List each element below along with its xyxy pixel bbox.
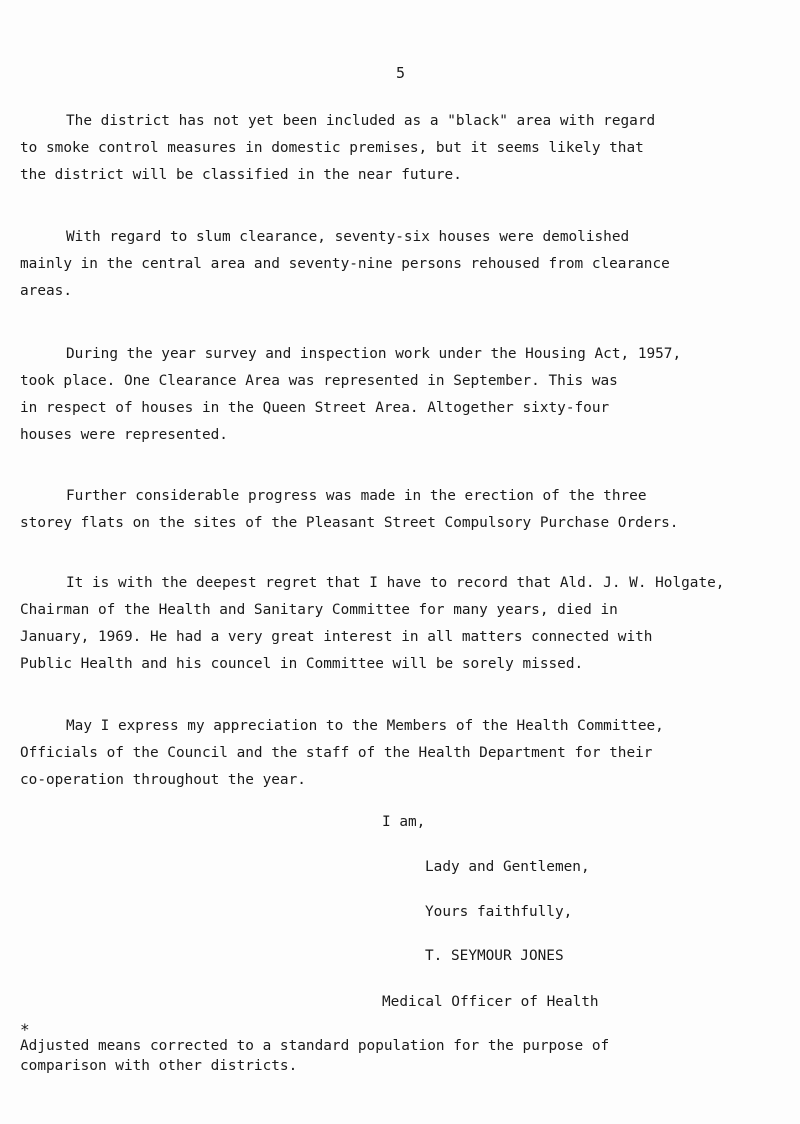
text-line: in respect of houses in the Queen Street Area. Altogether sixty-four bbox=[20, 400, 610, 416]
page-number: 5 bbox=[396, 64, 406, 82]
text-line: Public Health and his councel in Committee will be sorely missed. bbox=[20, 656, 584, 672]
footnote bbox=[20, 1036, 790, 1076]
signoff-name: T. SEYMOUR JONES bbox=[425, 948, 564, 964]
footnote-asterisk: * bbox=[20, 1020, 30, 1039]
text-line: mainly in the central area and seventy-nine persons rehoused from clearance bbox=[20, 256, 670, 272]
text-line: houses were represented. bbox=[20, 427, 228, 443]
text-line: co-operation throughout the year. bbox=[20, 772, 306, 788]
signoff-title: Medical Officer of Health bbox=[382, 994, 599, 1010]
paragraph-smoke-control bbox=[20, 108, 790, 189]
text-line: Officials of the Council and the staff of the Health Department for their bbox=[20, 745, 653, 761]
text-line: With regard to slum clearance, seventy-six houses were demolished bbox=[66, 229, 630, 245]
text-line: During the year survey and inspection work under the Housing Act, 1957, bbox=[66, 346, 682, 362]
paragraph-obituary bbox=[20, 570, 790, 678]
text-line: May I express my appreciation to the Members of the Health Committee, bbox=[66, 718, 664, 734]
footnote-line: Adjusted means corrected to a standard population for the purpose of bbox=[20, 1038, 610, 1054]
paragraph-slum-clearance bbox=[20, 224, 790, 305]
text-line: January, 1969. He had a very great interest in all matters connected with bbox=[20, 629, 653, 645]
text-line: Chairman of the Health and Sanitary Committee for many years, died in bbox=[20, 602, 618, 618]
text-line: areas. bbox=[20, 283, 72, 299]
text-line: to smoke control measures in domestic premises, but it seems likely that bbox=[20, 140, 644, 156]
text-line: took place. One Clearance Area was represented in September. This was bbox=[20, 373, 618, 389]
paragraph-appreciation bbox=[20, 713, 790, 794]
paragraph-housing-act bbox=[20, 341, 790, 449]
paragraph-storey-flats bbox=[20, 483, 790, 537]
text-line: storey flats on the sites of the Pleasant Street Compulsory Purchase Orders. bbox=[20, 515, 679, 531]
text-line: It is with the deepest regret that I have to record that Ald. J. W. Holgate, bbox=[66, 575, 725, 591]
signoff-i-am: I am, bbox=[382, 814, 426, 830]
text-line: Further considerable progress was made in the erection of the three bbox=[66, 488, 647, 504]
footnote-line: comparison with other districts. bbox=[20, 1058, 298, 1074]
text-line: the district will be classified in the near future. bbox=[20, 167, 462, 183]
signoff-closing: Yours faithfully, bbox=[425, 904, 573, 920]
text-line: The district has not yet been included as a "black" area with regard bbox=[66, 113, 656, 129]
signoff-salutation: Lady and Gentlemen, bbox=[425, 859, 590, 875]
